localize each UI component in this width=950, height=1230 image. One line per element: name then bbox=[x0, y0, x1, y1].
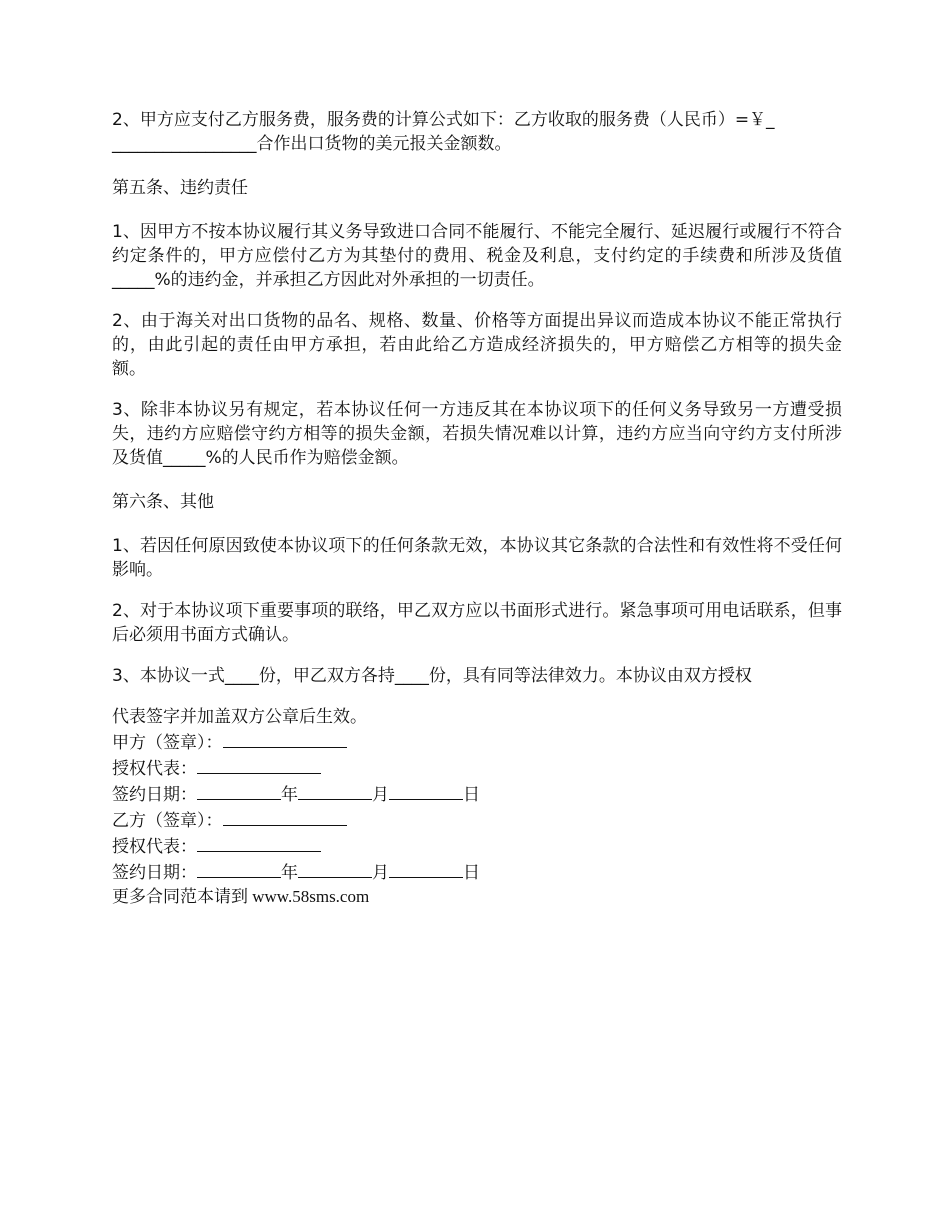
footer-link-text: 更多合同范本请到 www.58sms.com bbox=[112, 887, 370, 906]
section-5-title: 第五条、违约责任 bbox=[112, 178, 248, 198]
party-a-rep-row bbox=[112, 755, 842, 781]
party-a-date-row bbox=[112, 781, 842, 807]
party-a-seal-row bbox=[112, 729, 842, 755]
section-6-clause-1: 1、若因任何原因致使本协议项下的任何条款无效，本协议其它条款的合法性和有效性将不受任何影响。 bbox=[112, 536, 842, 580]
section-6-title: 第六条、其他 bbox=[112, 492, 214, 512]
party-b-year-blank[interactable] bbox=[197, 859, 281, 878]
month-label: 月 bbox=[372, 785, 389, 805]
party-b-seal-blank[interactable] bbox=[223, 807, 347, 826]
section-5-clause-1: 1、因甲方不按本协议履行其义务导致进口合同不能履行、不能完全履行、延迟履行或履行不符合约定条件的，甲方应偿付乙方为其垫付的费用、税金及利息，支付约定的手续费和所涉及货值_____%的违约金，并承担乙方因此对外承担的一切责任。 bbox=[112, 222, 842, 290]
party-b-seal-row bbox=[112, 807, 842, 833]
party-a-day-blank[interactable] bbox=[389, 781, 463, 800]
party-b-date-row bbox=[112, 859, 842, 885]
party-a-rep-label: 授权代表： bbox=[112, 759, 197, 779]
party-b-rep-row bbox=[112, 833, 842, 859]
day-label: 日 bbox=[463, 785, 480, 805]
contract-page bbox=[112, 108, 842, 909]
month-label: 月 bbox=[372, 863, 389, 883]
party-a-year-blank[interactable] bbox=[197, 781, 281, 800]
party-b-seal-label: 乙方（签章）： bbox=[112, 811, 223, 831]
party-b-rep-blank[interactable] bbox=[197, 833, 321, 852]
year-label: 年 bbox=[281, 863, 298, 883]
party-b-day-blank[interactable] bbox=[389, 859, 463, 878]
party-b-date-label: 签约日期： bbox=[112, 863, 197, 883]
section-6-clause-2: 2、对于本协议项下重要事项的联络，甲乙双方应以书面形式进行。紧急事项可用电话联系，但事后必须用书面方式确认。 bbox=[112, 601, 842, 645]
party-b-rep-label: 授权代表： bbox=[112, 837, 197, 857]
party-a-rep-blank[interactable] bbox=[197, 755, 321, 774]
section-6-clause-3: 3、本协议一式____份，甲乙双方各持____份，具有同等法律效力。本协议由双方授权 bbox=[112, 666, 752, 686]
party-a-seal-blank[interactable] bbox=[223, 729, 347, 748]
party-a-seal-label: 甲方（签章）： bbox=[112, 733, 223, 753]
party-b-month-blank[interactable] bbox=[298, 859, 372, 878]
section-5-clause-2: 2、由于海关对出口货物的品名、规格、数量、价格等方面提出异议而造成本协议不能正常执行的，由此引起的责任由甲方承担，若由此给乙方造成经济损失的，甲方赔偿乙方相等的损失金额。 bbox=[112, 311, 842, 379]
clause-5-payment-line1: 2、甲方应支付乙方服务费，服务费的计算公式如下：乙方收取的服务费（人民币）=￥_ bbox=[112, 110, 775, 130]
day-label: 日 bbox=[463, 863, 480, 883]
year-label: 年 bbox=[281, 785, 298, 805]
clause-5-payment-line2: _________________合作出口货物的美元报关金额数。 bbox=[112, 134, 512, 154]
party-a-date-label: 签约日期： bbox=[112, 785, 197, 805]
section-5-clause-3: 3、除非本协议另有规定，若本协议任何一方违反其在本协议项下的任何义务导致另一方遭受损失，违约方应赔偿守约方相等的损失金额，若损失情况难以计算，违约方应当向守约方支付所涉及货值_____%的人民币作为赔偿金额。 bbox=[112, 400, 842, 468]
section-6-clause-3-continued: 代表签字并加盖双方公章后生效。 bbox=[112, 707, 367, 727]
party-a-month-blank[interactable] bbox=[298, 781, 372, 800]
